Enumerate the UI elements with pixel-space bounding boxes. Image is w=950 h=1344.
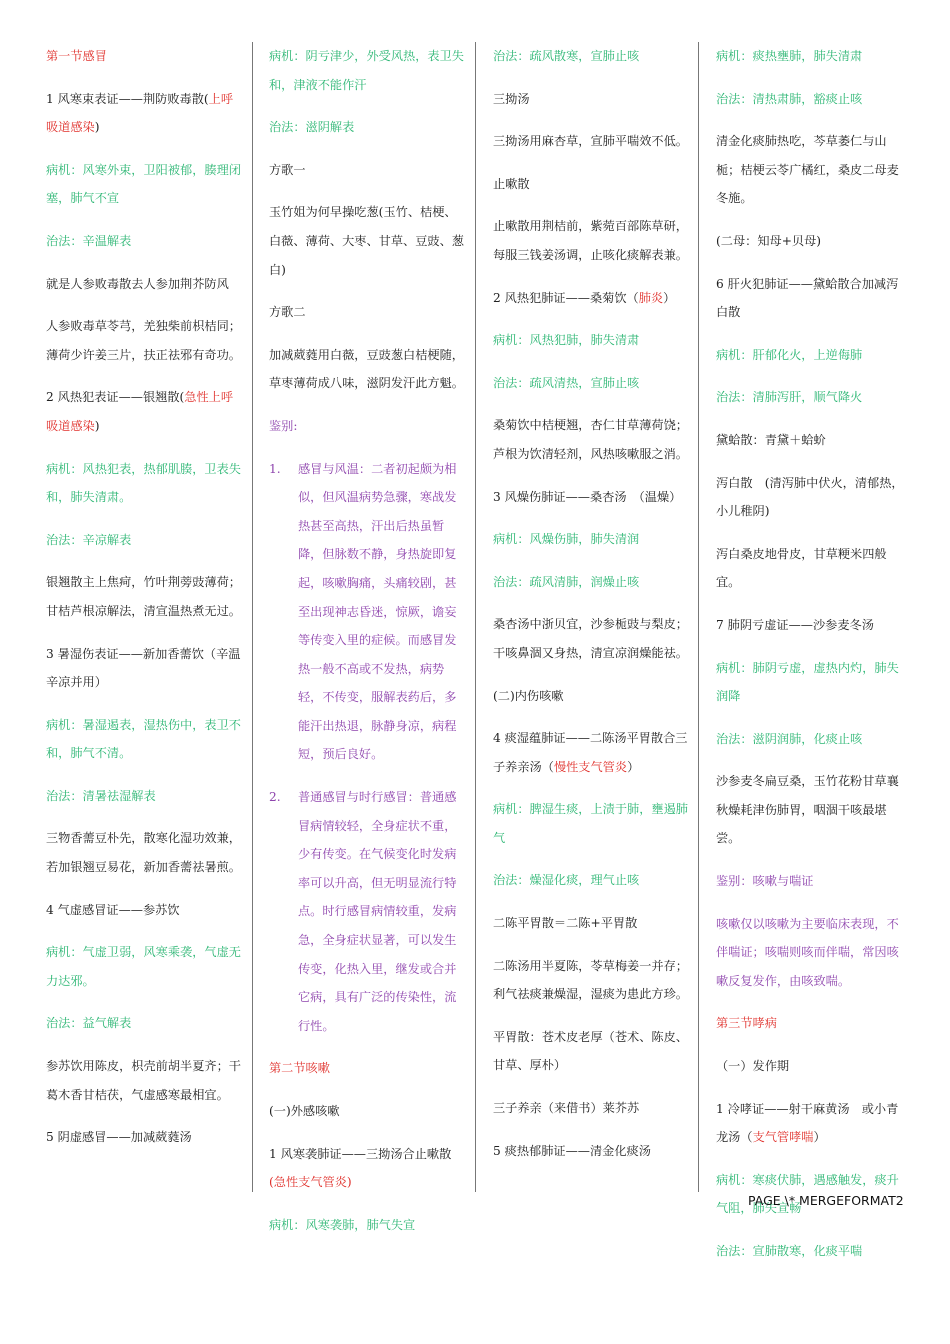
paragraph-text: 2 风热犯表证——银翘散( (46, 390, 185, 405)
text-paragraph (493, 952, 689, 1009)
paragraph-text: 病机：风寒外束，卫阳被郁，腠理闭塞，肺气不宣 (46, 162, 241, 206)
paragraph-text: 病机：肝郁化火，上逆侮肺 (716, 347, 863, 362)
paragraph-text: 3 风燥伤肺证——桑杏汤 （温燥） (493, 489, 682, 504)
text-paragraph (493, 483, 689, 512)
pathogenesis-or-treatment-line (493, 369, 689, 398)
paragraph-text: 鉴别: (269, 418, 298, 433)
paragraph-text: 玉竹姐为何早操吃葱(玉竹、桔梗、白薇、薄荷、大枣、甘草、豆豉、葱白) (269, 205, 464, 277)
paragraph-text: 5 阴虚感冒——加减葳蕤汤 (46, 1130, 192, 1145)
pathogenesis-or-treatment-line (493, 866, 689, 895)
pathogenesis-or-treatment-line (716, 725, 910, 754)
paragraph-text: 第三节哮病 (716, 1016, 777, 1031)
text-paragraph (493, 1137, 689, 1166)
text-paragraph (269, 1097, 465, 1126)
pathogenesis-or-treatment-line (46, 1009, 242, 1038)
paragraph-text: 沙参麦冬扁豆桑，玉竹花粉甘草襄 秋燥耗津伤肺胃，咽涸干咳最堪尝。 (716, 774, 911, 846)
paragraph-text: 7 肺阴亏虚证——沙参麦冬汤 (716, 617, 874, 632)
paragraph-text: 4 痰湿蕴肺证——二陈汤平胃散合三子养亲汤（ (493, 731, 688, 774)
text-paragraph (269, 198, 465, 284)
paragraph-text: 2 风热犯肺证——桑菊饮（ (493, 290, 639, 305)
paragraph-text: 人参败毒草苓芎，羌独柴前枳桔同；薄荷少许姜三片，扶正祛邪有奇功。 (46, 319, 241, 362)
pathogenesis-or-treatment-line (493, 795, 689, 852)
text-paragraph (716, 1095, 910, 1152)
paragraph-text: 病机：气虚卫弱，风寒乘袭，气虚无力达邪。 (46, 945, 241, 988)
text-paragraph (493, 682, 689, 711)
text-paragraph (493, 170, 689, 199)
disease-note: 上呼吸道感染 (46, 91, 234, 135)
paragraph-text: 病机：阴亏津少，外受风热，表卫失和，津液不能作汗 (269, 49, 464, 92)
paragraph-text: 4 气虚感冒证——参苏饮 (46, 902, 180, 917)
differential-text (269, 412, 465, 441)
text-paragraph (493, 909, 689, 938)
differential-list (269, 455, 465, 1041)
paragraph-text: 泻白桑皮地骨皮，甘草粳米四般宜。 (716, 546, 887, 590)
paragraph-text: 病机：风热犯表，热郁肌腠，卫表失和，肺失清肃。 (46, 461, 241, 505)
differential-item (269, 455, 465, 770)
paragraph-text: 第二节咳嗽 (269, 1061, 330, 1076)
pathogenesis-or-treatment-line (269, 42, 465, 99)
paragraph-text: 治法：燥湿化痰，理气止咳 (493, 873, 640, 888)
column-2-bottom (269, 1054, 465, 1239)
paragraph-text: (二母：知母+贝母) (716, 233, 822, 248)
disease-note: (急性支气管炎) (269, 1175, 352, 1190)
column-1 (46, 42, 242, 1166)
paragraph-text: 银翘散主上焦疴，竹叶荆蒡豉薄荷；甘桔芦根凉解法，清宣温热煮无过。 (46, 575, 241, 618)
text-paragraph (46, 312, 242, 369)
closing-paren: ) (94, 120, 100, 135)
paragraph-text: 治法：滋阴解表 (269, 120, 355, 135)
paragraph-text: 参苏饮用陈皮，枳壳前胡半夏齐；干葛木香甘桔茯，气虚感寒最相宜。 (46, 1059, 241, 1102)
text-paragraph (493, 1023, 689, 1080)
text-paragraph (716, 469, 910, 526)
pathogenesis-or-treatment-line (716, 1237, 910, 1266)
paragraph-text: （一）发作期 (716, 1059, 790, 1074)
text-paragraph (46, 824, 242, 881)
pathogenesis-or-treatment-line (46, 938, 242, 995)
page-footer: PAGE \* MERGEFORMAT2 (748, 1193, 904, 1208)
paragraph-text: 治法：疏风清肺，润燥止咳 (493, 574, 640, 589)
item-number: 1. (269, 461, 281, 476)
section-heading (46, 42, 242, 71)
text-paragraph (493, 1094, 689, 1123)
paragraph-text: 病机：暑湿遏表，湿热伤中，表卫不和，肺气不清。 (46, 717, 241, 761)
text-paragraph (46, 1123, 242, 1152)
disease-note: 支气管哮喘 (752, 1130, 814, 1145)
pathogenesis-or-treatment-line (269, 113, 465, 142)
text-paragraph (493, 610, 689, 667)
text-paragraph (716, 540, 910, 597)
paragraph-text: 三拗汤 (493, 91, 530, 106)
paragraph-text: 三物香薷豆朴先，散寒化湿功效兼，若加银翘豆易花，新加香薷祛暑煎。 (46, 831, 241, 875)
paragraph-text: 三拗汤用麻杏草，宣肺平喘效不低。 (493, 134, 688, 149)
column-4 (716, 42, 910, 1280)
text-paragraph (46, 896, 242, 925)
paragraph-text: 治法：辛凉解表 (46, 532, 132, 547)
text-paragraph (716, 227, 910, 256)
closing-paren: ) (94, 418, 100, 433)
item-text: 感冒与风温：二者初起颇为相似，但风温病势急骤，寒战发热甚至高热，汗出后热虽暂降，但脉数不静，身热旋即复起，咳嗽胸痛，头痛较剧，甚至出现神志昏迷，惊厥，谵妄等传变入里的症候。而感冒发热一般不高或不发热，病势轻，不传变，服解表药后，多能汗出热退，脉静身凉，病程短，预后良好。 (298, 461, 457, 762)
paragraph-text: 病机：脾湿生痰，上渍于肺，壅遏肺气 (493, 802, 688, 845)
text-paragraph (493, 85, 689, 114)
paragraph-text: 治法：宣肺散寒，化痰平喘 (716, 1244, 863, 1258)
text-paragraph (46, 270, 242, 299)
paragraph-text: 病机：肺阴亏虚，虚热内灼，肺失润降 (716, 660, 899, 704)
text-paragraph (46, 1052, 242, 1109)
text-paragraph (716, 270, 910, 327)
paragraph-text: (一)外感咳嗽 (269, 1104, 340, 1118)
paragraph-text: 加减葳蕤用白薇，豆豉葱白桔梗随，草枣薄荷成八味，滋阴发汗此方魁。 (269, 347, 464, 391)
paragraph-text: 治法：清肺泻肝，顺气降火 (716, 390, 863, 405)
paragraph-text: 止嗽散用荆桔前，紫菀百部陈草研，每服三钱姜汤调，止咳化痰解表兼。 (493, 219, 688, 262)
disease-note: 慢性支气管炎 (553, 759, 628, 774)
section-heading (269, 1054, 465, 1083)
closing-paren: ） (663, 290, 676, 305)
differential-text (716, 867, 910, 896)
pathogenesis-or-treatment-line (716, 654, 910, 711)
paragraph-text: 6 肝火犯肺证——黛蛤散合加减泻白散 (716, 276, 899, 320)
text-paragraph (46, 85, 242, 142)
pathogenesis-or-treatment-line (716, 85, 910, 114)
paragraph-text: 咳嗽仅以咳嗽为主要临床表现，不伴喘证；咳喘则咳而伴喘，常因咳嗽反复发作，由咳致喘。 (716, 916, 899, 988)
paragraph-text: 治法：疏风清热，宣肺止咳 (493, 375, 640, 390)
pathogenesis-or-treatment-line (269, 1211, 465, 1240)
paragraph-text: (二)内伤咳嗽 (493, 688, 564, 703)
paragraph-text: 治法：清热肃肺，豁痰止咳 (716, 91, 863, 106)
pathogenesis-or-treatment-line (716, 383, 910, 412)
text-paragraph (716, 611, 910, 640)
paragraph-text: 方歌二 (269, 305, 306, 320)
text-paragraph (716, 767, 910, 853)
text-paragraph (46, 383, 242, 440)
pathogenesis-or-treatment-line (493, 525, 689, 554)
pathogenesis-or-treatment-line (46, 526, 242, 555)
paragraph-text: 第一节感冒 (46, 49, 107, 63)
paragraph-text: 二陈平胃散＝二陈+平胃散 (493, 916, 638, 931)
text-paragraph (493, 284, 689, 313)
paragraph-text: 1 风寒束表证——荆防败毒散( (46, 91, 209, 106)
pathogenesis-or-treatment-line (716, 42, 910, 71)
differential-text (716, 910, 910, 996)
pathogenesis-or-treatment-line (46, 455, 242, 512)
pathogenesis-or-treatment-line (493, 568, 689, 597)
paragraph-text: 三子养亲（来借书）莱芥苏 (493, 1101, 640, 1116)
paragraph-text: 泻白散 (清泻肺中伏火，清郁热，小儿稚阴) (716, 475, 904, 519)
paragraph-text: 二陈汤用半夏陈，苓草梅姜一并存；利气祛痰兼燥湿，湿痰为患此方珍。 (493, 958, 688, 1002)
text-paragraph (46, 568, 242, 625)
text-paragraph (269, 1140, 465, 1197)
text-paragraph (269, 341, 465, 398)
paragraph-text: 3 暑湿伤表证——新加香薷饮（辛温辛凉并用） (46, 646, 241, 690)
paragraph-text: 鉴别：咳嗽与喘证 (716, 874, 814, 889)
paragraph-text: 平胃散：苍术皮老厚（苍术、陈皮、甘草、厚朴） (493, 1029, 688, 1073)
paragraph-text: 方歌一 (269, 162, 306, 177)
paragraph-text: 治法：辛温解表 (46, 233, 132, 248)
disease-note: 急性上呼吸道感染 (46, 390, 234, 433)
column-divider (252, 42, 253, 1192)
closing-paren: ） (813, 1130, 826, 1145)
paragraph-text: 治法：疏风散寒，宣肺止咳 (493, 49, 640, 63)
paragraph-text: 1 风寒袭肺证——三拗汤合止嗽散 (269, 1146, 452, 1161)
item-text: 普通感冒与时行感冒：普通感冒病情较轻，全身症状不重，少有传变。在气候变化时发病率可以升高，但无明显流行特点。时行感冒病情较重，发病急，全身症状显著，可以发生传变，化热入里，继发或合并它病，具有广泛的传染性，流行性。 (298, 790, 457, 1033)
text-paragraph (46, 640, 242, 697)
text-paragraph (716, 426, 910, 455)
paragraph-text: 桑菊饮中桔梗翘，杏仁甘草薄荷饶；芦根为饮清轻剂，风热咳嗽服之消。 (493, 418, 688, 461)
paragraph-text: 清金化痰肺热吃，芩草萎仁与山栀；桔梗云苓广橘红，桑皮二母麦冬施。 (716, 134, 899, 206)
paragraph-text: 5 痰热郁肺证——清金化痰汤 (493, 1143, 651, 1158)
paragraph-text: 病机：风燥伤肺，肺失清润 (493, 532, 640, 547)
paragraph-text: 治法：滋阴润肺，化痰止咳 (716, 731, 863, 746)
section-heading (716, 1009, 910, 1038)
text-paragraph (493, 212, 689, 269)
column-2 (269, 42, 465, 1253)
pathogenesis-or-treatment-line (46, 156, 242, 213)
text-paragraph (269, 156, 465, 185)
text-paragraph (269, 298, 465, 327)
column-divider (698, 42, 699, 1192)
text-paragraph (493, 724, 689, 781)
differential-item (269, 783, 465, 1040)
paragraph-text: 桑杏汤中浙贝宜，沙参栀豉与梨皮；干咳鼻涸又身热，清宣凉润燥能祛。 (493, 617, 688, 660)
text-paragraph (493, 411, 689, 468)
pathogenesis-or-treatment-line (493, 326, 689, 355)
paragraph-text: 止嗽散 (493, 176, 530, 191)
paragraph-text: 治法：清暑祛湿解表 (46, 788, 156, 803)
pathogenesis-or-treatment-line (46, 782, 242, 811)
paragraph-text: 治法：益气解表 (46, 1016, 132, 1031)
text-paragraph (493, 127, 689, 156)
disease-note: 肺炎 (638, 290, 664, 305)
paragraph-text: 病机：风寒袭肺，肺气失宣 (269, 1217, 416, 1232)
pathogenesis-or-treatment-line (46, 711, 242, 768)
text-paragraph (716, 127, 910, 213)
paragraph-text: 1 冷哮证——射干麻黄汤 或小青龙汤（ (716, 1101, 899, 1145)
column-3 (493, 42, 689, 1179)
paragraph-text: 黛蛤散：青黛＋蛤蚧 (716, 432, 826, 447)
column-2-top (269, 42, 465, 441)
text-paragraph (716, 1052, 910, 1081)
pathogenesis-or-treatment-line (716, 341, 910, 370)
paragraph-text: 就是人参败毒散去人参加荆芥防风 (46, 276, 229, 291)
paragraph-text: 病机：风热犯肺，肺失清肃 (493, 333, 640, 348)
pathogenesis-or-treatment-line (493, 42, 689, 71)
column-divider (475, 42, 476, 1192)
pathogenesis-or-treatment-line (46, 227, 242, 256)
paragraph-text: 病机：寒痰伏肺，遇感触发，痰升气阻，肺失宣畅 (716, 1172, 899, 1216)
closing-paren: ） (627, 759, 640, 774)
paragraph-text: 病机：痰热壅肺，肺失清肃 (716, 49, 863, 63)
item-number: 2. (269, 790, 281, 805)
